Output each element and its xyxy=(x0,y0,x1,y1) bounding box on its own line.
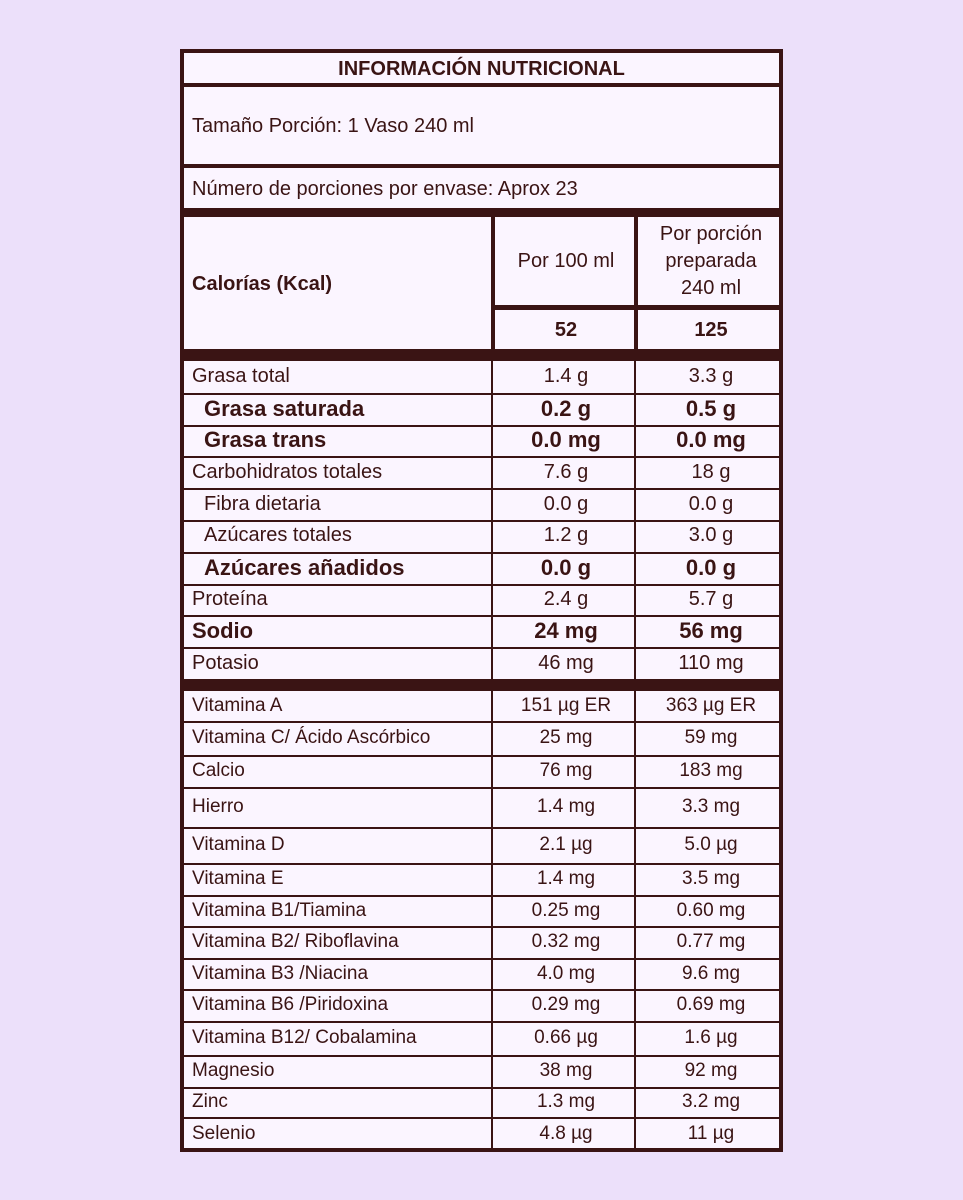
vitamin-per-serving: 92 mg xyxy=(684,1060,738,1081)
vitamin-per-100ml: 4.0 mg xyxy=(536,962,596,984)
calories-per-serving: 125 xyxy=(694,318,728,341)
vitamin-row xyxy=(184,787,779,827)
servings-row xyxy=(184,168,779,210)
vitamin-per-serving: 1.6 µg xyxy=(684,1027,738,1048)
vitamin-row xyxy=(184,1055,779,1087)
vitamin-row xyxy=(184,863,779,895)
nutrient-name: Proteína xyxy=(192,587,268,610)
vitamin-row xyxy=(184,755,779,787)
vitamin-per-100ml: 1.4 mg xyxy=(536,796,596,817)
vitamin-name: Vitamina B12/ Cobalamina xyxy=(192,1027,417,1048)
vitamin-row xyxy=(184,989,779,1021)
nutrient-per-100ml: 24 mg xyxy=(534,618,598,644)
serving-size: Tamaño Porción: 1 Vaso 240 ml xyxy=(192,114,475,137)
nutrient-per-100ml: 1.2 g xyxy=(543,524,589,547)
vitamin-row xyxy=(184,721,779,755)
vitamin-row xyxy=(184,1087,779,1117)
vitamin-row xyxy=(184,1117,779,1151)
vitamin-name: Zinc xyxy=(192,1091,228,1112)
vitamin-name: Vitamina D xyxy=(192,834,285,855)
calories-block xyxy=(184,217,779,351)
vitamin-row xyxy=(184,691,779,721)
vitamin-row xyxy=(184,827,779,863)
per-serving-header xyxy=(639,217,783,305)
nutrient-row xyxy=(184,393,779,425)
vitamin-row xyxy=(184,1021,779,1055)
nutrient-name: Fibra dietaria xyxy=(204,492,321,515)
nutrient-per-serving: 3.3 g xyxy=(688,365,734,388)
nutrient-per-100ml: 0.2 g xyxy=(540,395,592,421)
vitamin-per-serving: 9.6 mg xyxy=(681,962,741,984)
nutrient-per-serving: 0.0 g xyxy=(685,554,737,580)
vitamin-per-serving: 363 µg ER xyxy=(665,695,757,716)
vitamin-name: Vitamina B2/ Riboflavina xyxy=(192,931,399,952)
nutrient-name: Azúcares añadidos xyxy=(204,554,405,580)
vitamin-row xyxy=(184,895,779,926)
serving-size-row xyxy=(184,87,779,165)
per-serving-header-line1: Por porción xyxy=(659,222,763,245)
vitamin-per-100ml: 25 mg xyxy=(539,727,593,748)
nutrient-per-100ml: 0.0 g xyxy=(540,554,592,580)
nutrient-row xyxy=(184,456,779,488)
vitamin-name: Vitamina B1/Tiamina xyxy=(192,899,367,921)
vitamin-row xyxy=(184,926,779,958)
nutrient-name: Azúcares totales xyxy=(204,524,352,547)
calories-label: Calorías (Kcal) xyxy=(192,272,333,295)
nutrient-row xyxy=(184,488,779,520)
vitamin-per-serving: 3.3 mg xyxy=(681,796,741,817)
vitamin-per-100ml: 0.29 mg xyxy=(531,994,601,1015)
vitamin-name: Selenio xyxy=(192,1123,256,1144)
vitamin-row xyxy=(184,958,779,989)
vitamin-per-100ml: 38 mg xyxy=(539,1060,593,1081)
servings-per-container: Número de porciones por envase: Aprox 23 xyxy=(192,177,578,200)
nutrient-per-serving: 0.5 g xyxy=(685,395,737,421)
nutrient-name: Carbohidratos totales xyxy=(192,460,383,483)
nutrient-name: Grasa total xyxy=(192,365,290,388)
vitamin-per-100ml: 1.4 mg xyxy=(536,868,596,889)
vitamin-per-serving: 0.69 mg xyxy=(676,994,746,1015)
vitamin-per-serving: 5.0 µg xyxy=(684,834,738,855)
per-serving-header-line3: 240 ml xyxy=(680,276,742,299)
vitamin-name: Vitamina B6 /Piridoxina xyxy=(192,994,389,1015)
nutrient-name: Sodio xyxy=(192,618,254,644)
nutrient-row xyxy=(184,361,779,393)
vitamin-per-100ml: 0.32 mg xyxy=(531,931,601,952)
nutrient-row xyxy=(184,647,779,679)
vitamin-per-100ml: 151 µg ER xyxy=(520,695,612,716)
vitamin-per-serving: 59 mg xyxy=(684,727,738,748)
vitamin-name: Vitamina E xyxy=(192,868,284,889)
per-100ml-header: Por 100 ml xyxy=(517,249,615,272)
vitamin-per-100ml: 4.8 µg xyxy=(539,1123,593,1144)
vitamin-per-100ml: 76 mg xyxy=(539,760,593,781)
vitamin-per-serving: 0.77 mg xyxy=(676,931,746,952)
nutrient-per-serving: 110 mg xyxy=(678,651,744,674)
nutrient-per-100ml: 46 mg xyxy=(538,651,594,674)
nutrient-per-serving: 56 mg xyxy=(679,618,743,644)
nutrient-row xyxy=(184,425,779,457)
vitamin-per-100ml: 2.1 µg xyxy=(539,834,593,855)
nutrient-row xyxy=(184,520,779,552)
vitamin-per-serving: 11 µg xyxy=(687,1123,735,1144)
nutrient-row xyxy=(184,584,779,616)
nutrient-per-100ml: 7.6 g xyxy=(543,460,589,483)
nutrient-per-serving: 5.7 g xyxy=(688,587,734,610)
vitamin-name: Calcio xyxy=(192,760,245,781)
nutrient-row xyxy=(184,552,779,584)
vitamin-per-100ml: 0.66 µg xyxy=(534,1027,598,1048)
vitamin-per-serving: 3.2 mg xyxy=(681,1091,741,1112)
nutrient-name: Grasa trans xyxy=(204,427,327,453)
nutrient-per-serving: 0.0 g xyxy=(688,492,734,515)
nutrient-per-100ml: 1.4 g xyxy=(543,365,589,388)
vitamin-name: Vitamina B3 /Niacina xyxy=(192,962,369,984)
nutrient-name: Potasio xyxy=(192,651,259,674)
per-serving-header-line2: preparada xyxy=(665,249,757,272)
nutrient-per-serving: 18 g xyxy=(691,460,731,483)
vitamin-per-100ml: 0.25 mg xyxy=(531,899,601,921)
vitamin-per-serving: 0.60 mg xyxy=(676,899,746,921)
nutrient-per-serving: 0.0 mg xyxy=(676,427,746,453)
nutrient-per-serving: 3.0 g xyxy=(688,524,734,547)
title-row xyxy=(184,53,779,85)
vitamin-name: Vitamina A xyxy=(192,695,283,716)
calories-per-100ml: 52 xyxy=(554,318,578,341)
nutrition-facts-table xyxy=(180,49,783,1152)
nutrient-row xyxy=(184,615,779,647)
vitamin-per-100ml: 1.3 mg xyxy=(536,1091,596,1112)
table-title: INFORMACIÓN NUTRICIONAL xyxy=(338,57,625,80)
nutrient-name: Grasa saturada xyxy=(204,395,365,421)
nutrient-per-100ml: 2.4 g xyxy=(543,587,589,610)
vitamin-name: Hierro xyxy=(192,796,244,817)
vitamin-name: Magnesio xyxy=(192,1060,275,1081)
nutrient-per-100ml: 0.0 mg xyxy=(531,427,601,453)
vitamin-per-serving: 183 mg xyxy=(679,760,743,781)
vitamin-per-serving: 3.5 mg xyxy=(681,868,741,889)
nutrient-per-100ml: 0.0 g xyxy=(543,492,589,515)
vitamin-name: Vitamina C/ Ácido Ascórbico xyxy=(192,727,431,748)
